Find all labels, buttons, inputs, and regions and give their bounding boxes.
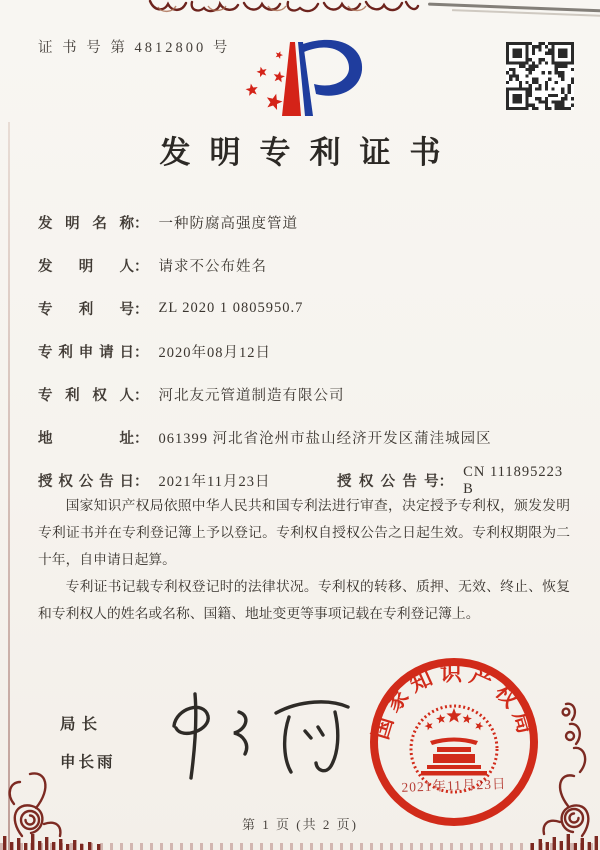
field-value: 河北友元管道制造有限公司 bbox=[158, 388, 345, 404]
field-value: CN 111895223 B bbox=[463, 463, 564, 497]
bottom-border-fringe bbox=[0, 843, 600, 850]
field-address: 地址 ： 061399 河北省沧州市盐山经济开发区蒲洼城园区 bbox=[38, 416, 578, 459]
field-value: ZL 2020 1 0805950.7 bbox=[158, 300, 304, 316]
seal-date: 2021年11月23日 bbox=[401, 776, 507, 795]
field-label: 地址 bbox=[38, 431, 134, 447]
page-title: 发明专利证书 bbox=[159, 135, 460, 170]
commissioner-name: 申长雨 bbox=[60, 754, 116, 771]
field-label: 发明人 bbox=[38, 259, 134, 275]
field-label: 专利申请日 bbox=[38, 345, 134, 361]
field-value: 2020年08月12日 bbox=[158, 345, 271, 361]
page-number: 第 1 页 (共 2 页) bbox=[242, 817, 358, 832]
field-value: 061399 河北省沧州市盐山经济开发区蒲洼城园区 bbox=[158, 431, 492, 447]
field-label: 授权公告日 bbox=[38, 474, 134, 490]
field-value: 一种防腐高强度管道 bbox=[158, 216, 298, 232]
field-grant-date: 授权公告日 ： 2021年11月23日 bbox=[38, 470, 337, 491]
legal-paragraph-1: 国家知识产权局依照中华人民共和国专利法进行审查，决定授予专利权，颁发发明专利证书并在专利登记簿上予以登记。专利权自授权公告之日起生效。专利权期限为二十年，自申请日起算。 bbox=[38, 498, 570, 567]
field-label: 专利号 bbox=[38, 302, 134, 318]
field-grant-number: 授权公告号 ： CN 111895223 B bbox=[337, 464, 578, 498]
legal-paragraph-2: 专利证书记载专利权登记时的法律状况。专利权的转移、质押、无效、终止、恢复和专利权人的姓名或名称、国籍、地址变更等事项记载在专利登记簿上。 bbox=[38, 579, 570, 621]
seal-ring-text: 国家知识产权局 bbox=[367, 660, 541, 743]
field-filing-date: 专利申请日 ： 2020年08月12日 bbox=[38, 330, 578, 373]
field-inventor: 发明人 ： 请求不公布姓名 bbox=[38, 244, 578, 287]
field-patent-number: 专利号 ： ZL 2020 1 0805950.7 bbox=[38, 300, 304, 318]
field-label: 专利权人 bbox=[38, 388, 134, 404]
qr-code-icon bbox=[506, 42, 574, 110]
field-label: 授权公告号 bbox=[337, 474, 439, 490]
bottom-left-ornament-icon bbox=[0, 720, 115, 850]
field-invention-name: 发明名称 ： 一种防腐高强度管道 bbox=[38, 201, 578, 244]
field-patentee: 专利权人 ： 河北友元管道制造有限公司 bbox=[38, 373, 578, 416]
field-list bbox=[38, 201, 578, 502]
cnipa-logo-icon bbox=[224, 32, 409, 130]
field-value: 请求不公布姓名 bbox=[158, 259, 267, 275]
field-value: 2021年11月23日 bbox=[158, 474, 271, 490]
bottom-right-ornament-icon bbox=[500, 680, 600, 850]
top-border-ornament-icon bbox=[148, 0, 420, 14]
field-label: 发明名称 bbox=[38, 216, 134, 232]
legal-text bbox=[38, 492, 570, 627]
certificate-number: 证 书 号 第 4812800 号 bbox=[38, 40, 231, 56]
commissioner-title: 局长 bbox=[60, 716, 104, 733]
handwritten-signature-icon bbox=[138, 686, 373, 788]
